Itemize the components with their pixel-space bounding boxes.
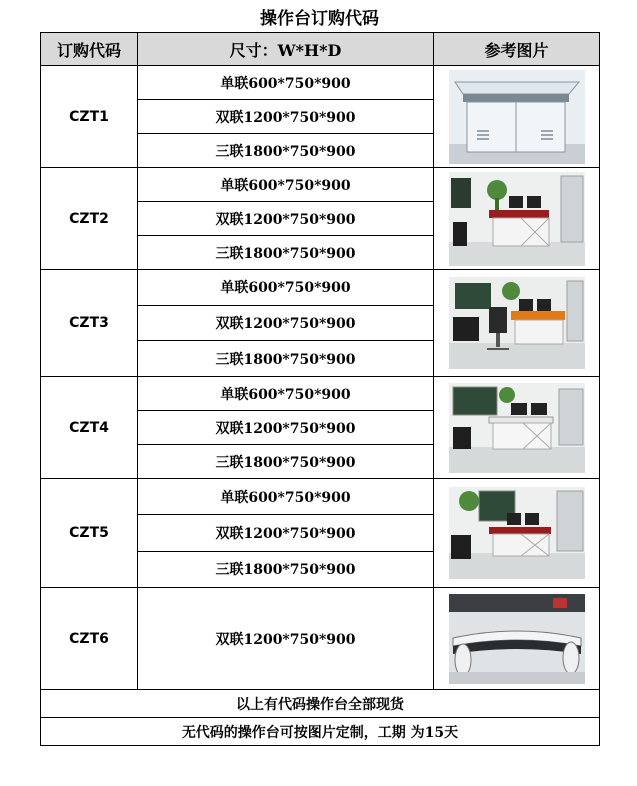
table-row bbox=[41, 718, 600, 746]
header-reference-image: 参考图片 bbox=[434, 33, 600, 66]
custom-order-note: 无代码的操作台可按图片定制，工期 为15天 bbox=[41, 718, 600, 746]
console-photo-czt2 bbox=[449, 172, 585, 266]
console-photo-czt4 bbox=[449, 383, 585, 473]
size-cell: 单联600*750*900 bbox=[138, 377, 434, 411]
size-cell: 单联600*750*900 bbox=[138, 479, 434, 515]
size-cell: 单联600*750*900 bbox=[138, 168, 434, 202]
table-row bbox=[41, 479, 600, 515]
size-cell: 双联1200*750*900 bbox=[138, 515, 434, 551]
size-cell: 双联1200*750*900 bbox=[138, 100, 434, 134]
order-code-cell: CZT4 bbox=[41, 377, 138, 479]
reference-image-cell bbox=[434, 479, 600, 588]
header-order-code: 订购代码 bbox=[41, 33, 138, 66]
order-code-cell: CZT5 bbox=[41, 479, 138, 588]
size-cell: 三联1800*750*900 bbox=[138, 236, 434, 270]
table-row bbox=[41, 270, 600, 306]
reference-image-cell bbox=[434, 168, 600, 270]
reference-image-cell bbox=[434, 66, 600, 168]
table-row bbox=[41, 588, 600, 690]
size-cell: 双联1200*750*900 bbox=[138, 588, 434, 690]
reference-image-cell bbox=[434, 270, 600, 377]
header-row bbox=[41, 33, 600, 66]
table-row bbox=[41, 168, 600, 202]
in-stock-note: 以上有代码操作台全部现货 bbox=[41, 690, 600, 718]
table-row bbox=[41, 66, 600, 100]
size-cell: 双联1200*750*900 bbox=[138, 202, 434, 236]
order-code-cell: CZT6 bbox=[41, 588, 138, 690]
order-code-cell: CZT1 bbox=[41, 66, 138, 168]
size-cell: 三联1800*750*900 bbox=[138, 551, 434, 587]
order-code-cell: CZT2 bbox=[41, 168, 138, 270]
console-photo-czt5 bbox=[449, 487, 585, 579]
size-cell: 三联1800*750*900 bbox=[138, 134, 434, 168]
size-cell: 双联1200*750*900 bbox=[138, 305, 434, 341]
size-cell: 三联1800*750*900 bbox=[138, 341, 434, 377]
table-row bbox=[41, 690, 600, 718]
size-cell: 双联1200*750*900 bbox=[138, 411, 434, 445]
reference-image-cell bbox=[434, 377, 600, 479]
size-cell: 三联1800*750*900 bbox=[138, 445, 434, 479]
order-code-table bbox=[40, 32, 600, 746]
console-photo-czt3 bbox=[449, 277, 585, 369]
header-size: 尺寸：W*H*D bbox=[138, 33, 434, 66]
reference-image-cell bbox=[434, 588, 600, 690]
size-cell: 单联600*750*900 bbox=[138, 66, 434, 100]
page-title: 操作台订购代码 bbox=[260, 9, 379, 29]
table-row bbox=[41, 377, 600, 411]
size-cell: 单联600*750*900 bbox=[138, 270, 434, 306]
console-photo-czt1 bbox=[449, 70, 585, 164]
console-photo-czt6 bbox=[449, 594, 585, 684]
order-code-cell: CZT3 bbox=[41, 270, 138, 377]
